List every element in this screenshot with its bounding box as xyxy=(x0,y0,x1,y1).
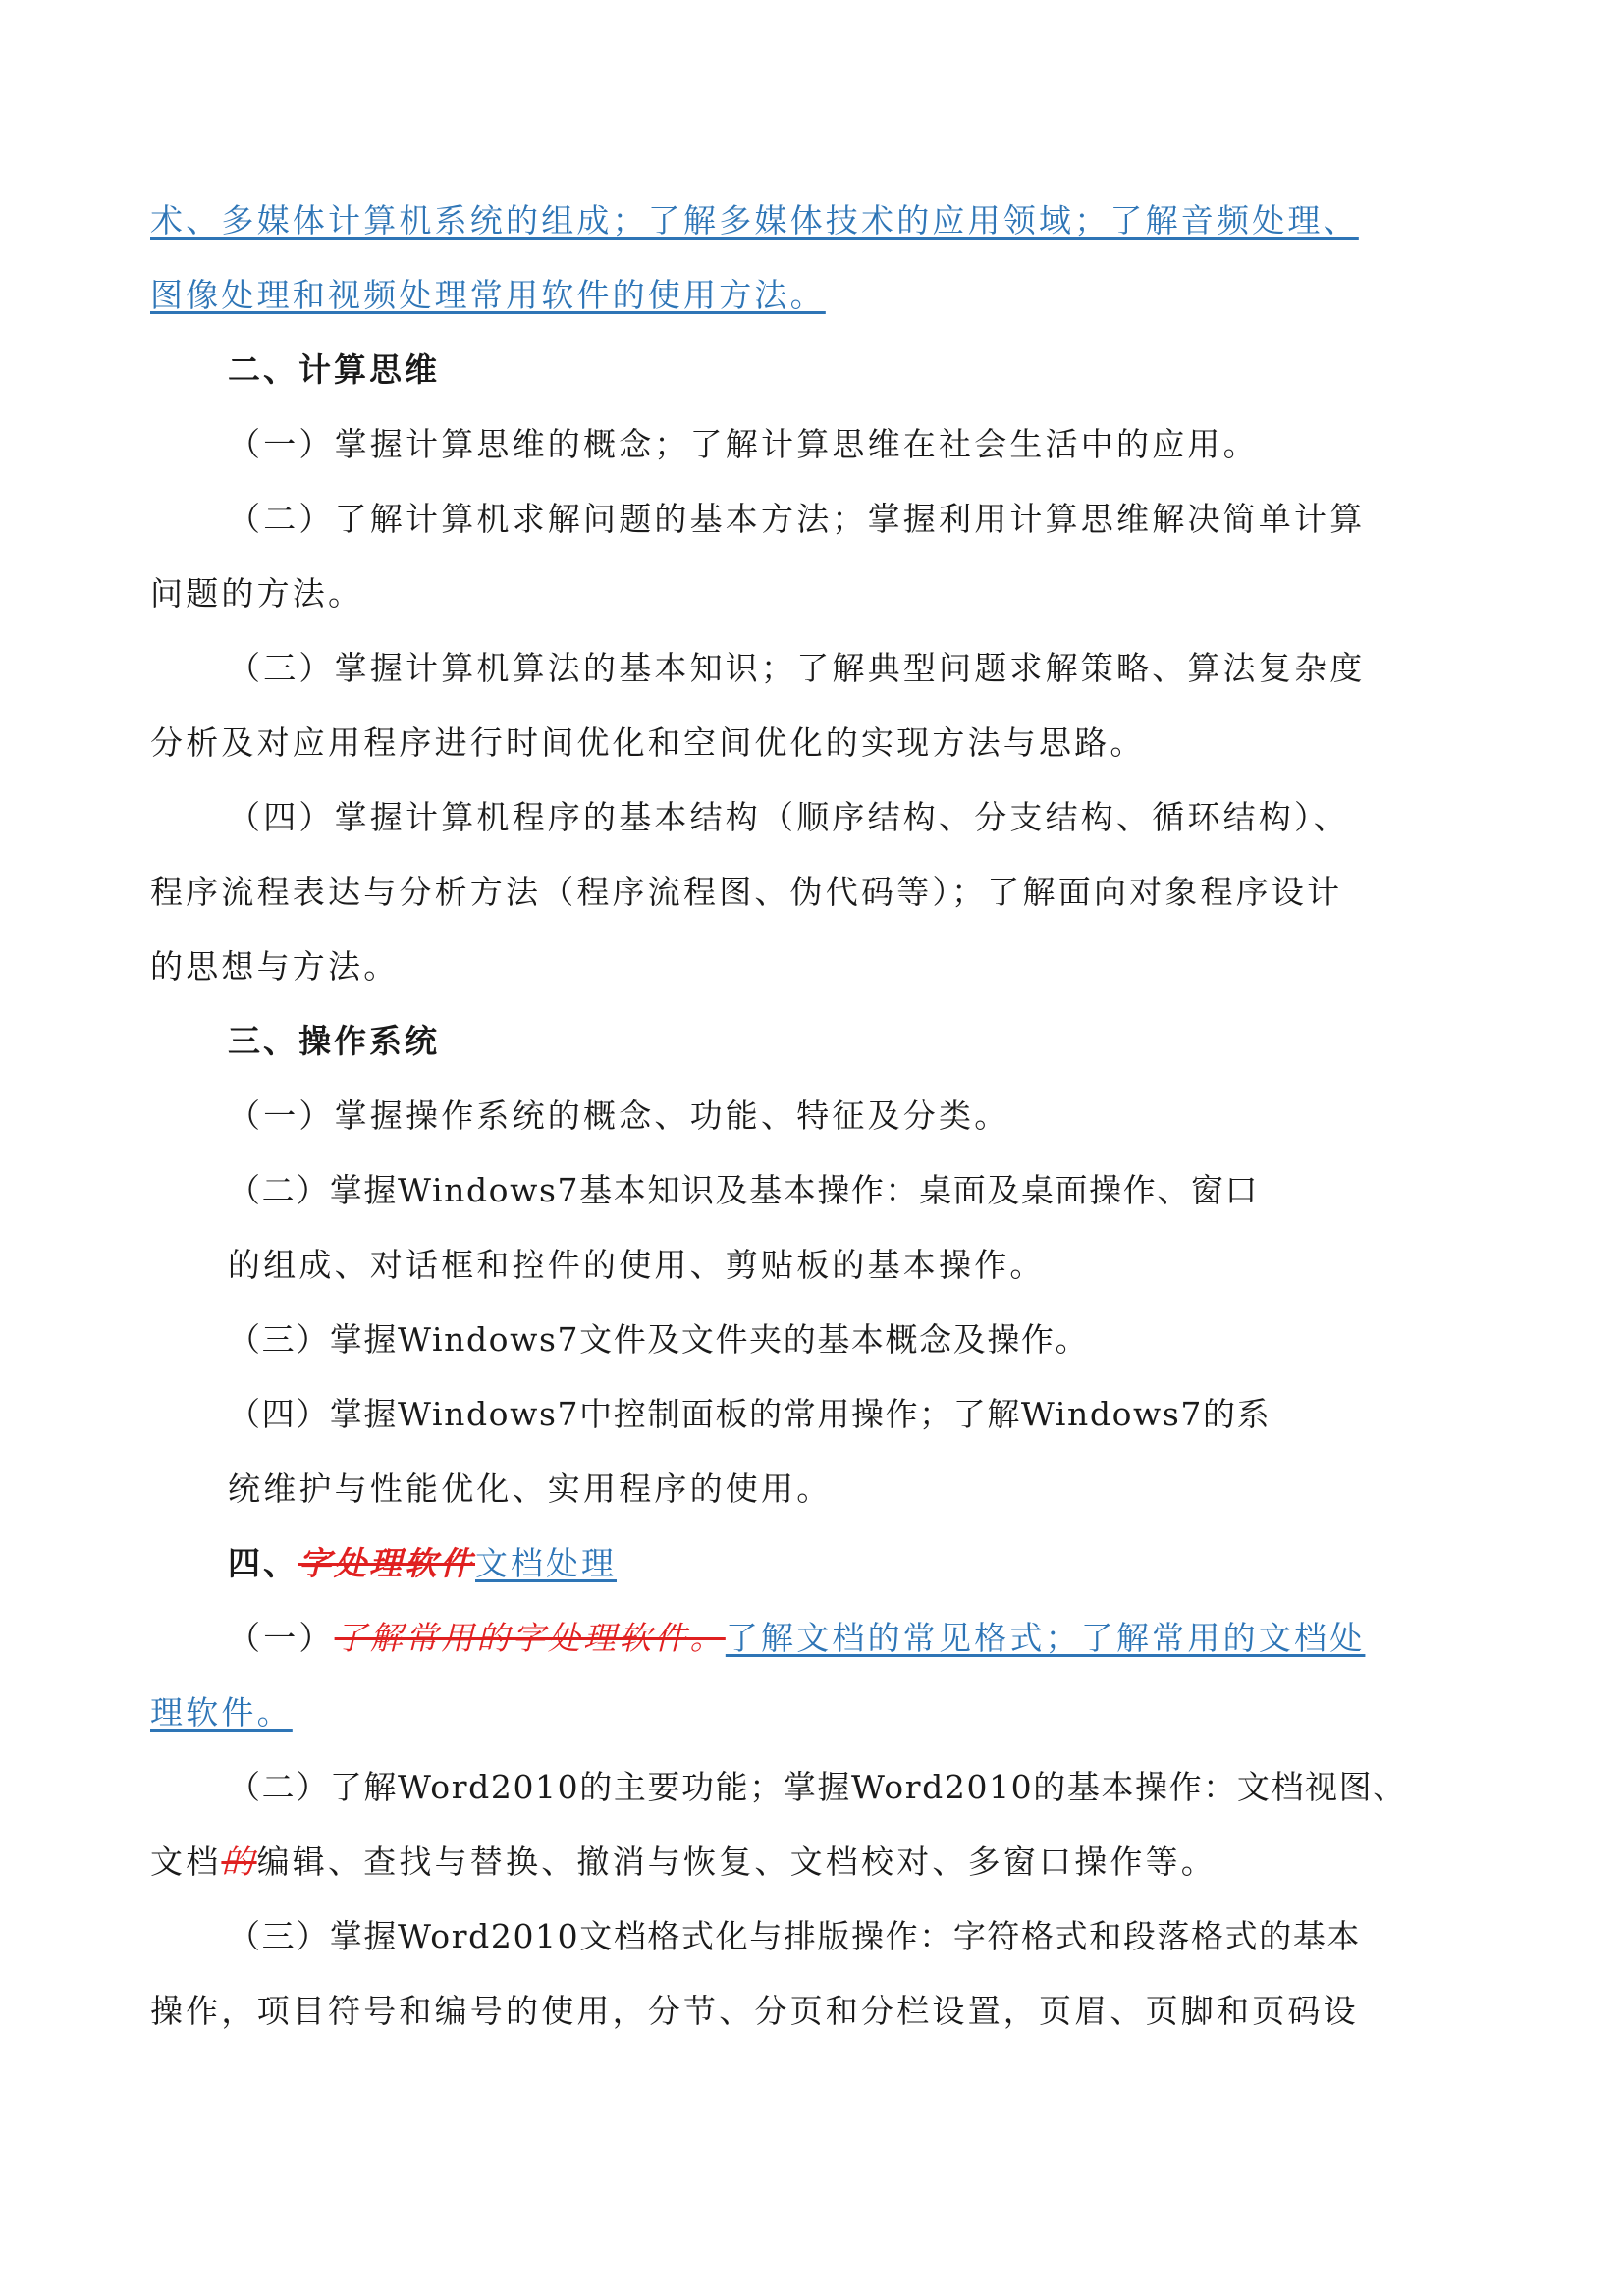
text-line: （四）掌握Windows7中控制面板的常用操作；了解Windows7的系 xyxy=(228,1395,1272,1433)
text-line: （四）掌握计算机程序的基本结构（顺序结构、分支结构、循环结构）、 xyxy=(228,798,1349,836)
text-line: （三）掌握Word2010文档格式化与排版操作：字符格式和段落格式的基本 xyxy=(228,1917,1362,1955)
text-line: 的组成、对话框和控件的使用、剪贴板的基本操作。 xyxy=(228,1246,1046,1284)
text-line: （一）掌握操作系统的概念、功能、特征及分类。 xyxy=(228,1096,1010,1135)
text-run: 文档 xyxy=(150,1842,222,1881)
tracked-insertion: 了解文档的常见格式；了解常用的文档处 xyxy=(725,1619,1366,1657)
text-line: （二）了解Word2010的主要功能；掌握Word2010的基本操作：文档视图、 xyxy=(228,1768,1407,1806)
text-line: 的思想与方法。 xyxy=(150,947,400,986)
text-line: 图像处理和视频处理常用软件的使用方法。 xyxy=(150,276,826,314)
tracked-insertion: 理软件。 xyxy=(150,1693,293,1732)
section-heading-operating-system: 三、操作系统 xyxy=(228,1022,440,1060)
text-line: （一）掌握计算思维的概念；了解计算思维在社会生活中的应用。 xyxy=(228,425,1259,463)
text-line: 操作，项目符号和编号的使用，分节、分页和分栏设置，页眉、页脚和页码设 xyxy=(150,1992,1359,2030)
tracked-deletion: 了解常用的字处理软件。 xyxy=(334,1619,726,1657)
text-run: 编辑、查找与替换、撤消与恢复、文档校对、多窗口操作等。 xyxy=(256,1842,1218,1881)
text-line: （二）了解计算机求解问题的基本方法；掌握利用计算思维解决简单计算 xyxy=(228,500,1366,538)
text-line: 问题的方法。 xyxy=(150,574,364,613)
text-line: （三）掌握计算机算法的基本知识；了解典型问题求解策略、算法复杂度 xyxy=(228,649,1366,687)
text-line: 术、多媒体计算机系统的组成；了解多媒体技术的应用领域；了解音频处理、 xyxy=(150,201,1359,240)
text-line: （二）掌握Windows7基本知识及基本操作：桌面及桌面操作、窗口 xyxy=(228,1171,1260,1209)
section-heading-document-processing xyxy=(228,1542,617,1585)
text-line: 统维护与性能优化、实用程序的使用。 xyxy=(228,1469,833,1508)
tracked-deletion: 字处理软件 xyxy=(298,1544,475,1582)
section-heading-computational-thinking: 二、计算思维 xyxy=(228,350,440,389)
tracked-insertion: 文档处理 xyxy=(475,1544,617,1582)
item-prefix: （一） xyxy=(228,1619,335,1657)
text-line xyxy=(228,1617,1365,1660)
text-line: （三）掌握Windows7文件及文件夹的基本概念及操作。 xyxy=(228,1320,1090,1359)
text-line xyxy=(150,1841,1217,1884)
heading-prefix: 四、 xyxy=(228,1544,298,1582)
text-line: 分析及对应用程序进行时间优化和空间优化的实现方法与思路。 xyxy=(150,723,1146,762)
text-line: 程序流程表达与分析方法（程序流程图、伪代码等）；了解面向对象程序设计 xyxy=(150,873,1343,911)
tracked-deletion: 的 xyxy=(221,1842,257,1881)
